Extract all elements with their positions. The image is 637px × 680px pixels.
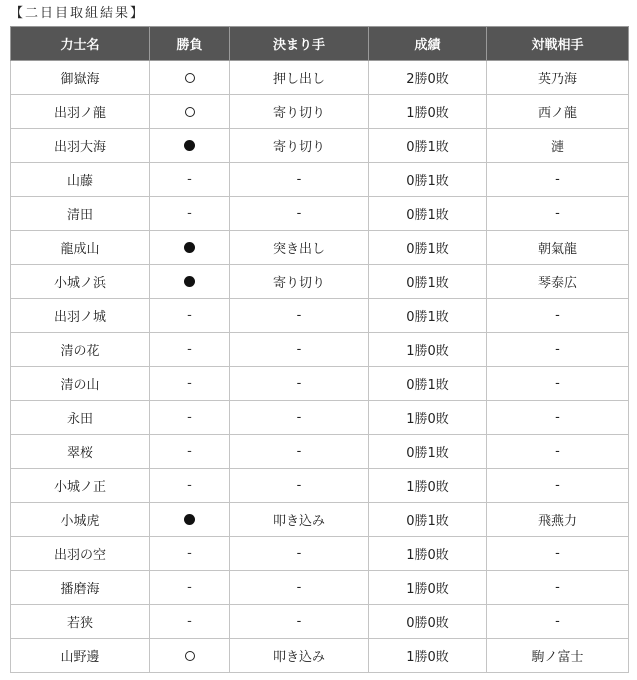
cell-record: 0勝1敗 — [369, 163, 487, 197]
cell-name: 清の花 — [11, 333, 150, 367]
cell-record: 1勝0敗 — [369, 571, 487, 605]
cell-kimarite: 寄り切り — [230, 95, 369, 129]
cell-name: 山藤 — [11, 163, 150, 197]
cell-record: 0勝1敗 — [369, 129, 487, 163]
table-row — [11, 571, 629, 605]
cell-opponent: 英乃海 — [487, 61, 629, 95]
cell-name: 小城ノ正 — [11, 469, 150, 503]
cell-opponent: - — [487, 571, 629, 605]
cell-result — [150, 605, 230, 639]
loss-mark-icon — [184, 242, 195, 253]
no-bout-dash: - — [187, 172, 192, 187]
cell-opponent: - — [487, 605, 629, 639]
bout-results-table — [10, 26, 629, 673]
cell-result — [150, 299, 230, 333]
cell-record: 0勝1敗 — [369, 503, 487, 537]
table-row — [11, 469, 629, 503]
table-row — [11, 95, 629, 129]
cell-result — [150, 469, 230, 503]
cell-kimarite: 寄り切り — [230, 265, 369, 299]
cell-kimarite: 突き出し — [230, 231, 369, 265]
column-header-record: 成績 — [369, 27, 487, 61]
cell-name: 御嶽海 — [11, 61, 150, 95]
table-row — [11, 435, 629, 469]
cell-name: 永田 — [11, 401, 150, 435]
no-bout-dash: - — [187, 614, 192, 629]
cell-result — [150, 571, 230, 605]
cell-record: 1勝0敗 — [369, 401, 487, 435]
table-row — [11, 401, 629, 435]
cell-record: 2勝0敗 — [369, 61, 487, 95]
cell-name: 出羽ノ龍 — [11, 95, 150, 129]
cell-record: 1勝0敗 — [369, 469, 487, 503]
win-mark-icon — [185, 651, 195, 661]
cell-name: 小城虎 — [11, 503, 150, 537]
cell-name: 出羽の空 — [11, 537, 150, 571]
cell-kimarite: - — [230, 333, 369, 367]
cell-name: 小城ノ浜 — [11, 265, 150, 299]
cell-record: 0勝1敗 — [369, 265, 487, 299]
no-bout-dash: - — [187, 546, 192, 561]
table-caption: 【二日目取組結果】 — [10, 6, 146, 21]
table-row — [11, 537, 629, 571]
cell-record: 0勝1敗 — [369, 435, 487, 469]
cell-result — [150, 401, 230, 435]
cell-opponent: 朝氣龍 — [487, 231, 629, 265]
cell-kimarite: 押し出し — [230, 61, 369, 95]
no-bout-dash: - — [187, 410, 192, 425]
win-mark-icon — [185, 73, 195, 83]
cell-record: 0勝0敗 — [369, 605, 487, 639]
column-header-name: 力士名 — [11, 27, 150, 61]
no-bout-dash: - — [187, 580, 192, 595]
loss-mark-icon — [184, 140, 195, 151]
cell-record: 1勝0敗 — [369, 537, 487, 571]
cell-record: 0勝1敗 — [369, 367, 487, 401]
cell-kimarite: - — [230, 401, 369, 435]
cell-result — [150, 503, 230, 537]
cell-kimarite: - — [230, 367, 369, 401]
cell-opponent: - — [487, 469, 629, 503]
cell-record: 0勝1敗 — [369, 197, 487, 231]
cell-result — [150, 197, 230, 231]
cell-result — [150, 333, 230, 367]
loss-mark-icon — [184, 276, 195, 287]
cell-kimarite: - — [230, 571, 369, 605]
cell-name: 出羽ノ城 — [11, 299, 150, 333]
cell-record: 0勝1敗 — [369, 299, 487, 333]
cell-opponent: 駒ノ富士 — [487, 639, 629, 673]
cell-kimarite: - — [230, 435, 369, 469]
cell-opponent: - — [487, 163, 629, 197]
cell-kimarite: - — [230, 163, 369, 197]
cell-name: 清の山 — [11, 367, 150, 401]
cell-name: 翠桜 — [11, 435, 150, 469]
column-header-kimarite: 決まり手 — [230, 27, 369, 61]
cell-record: 0勝1敗 — [369, 231, 487, 265]
cell-opponent: - — [487, 401, 629, 435]
table-row — [11, 61, 629, 95]
cell-record: 1勝0敗 — [369, 333, 487, 367]
cell-name: 龍成山 — [11, 231, 150, 265]
cell-result — [150, 231, 230, 265]
cell-kimarite: - — [230, 299, 369, 333]
cell-result — [150, 61, 230, 95]
table-row — [11, 503, 629, 537]
cell-opponent: 飛燕力 — [487, 503, 629, 537]
column-header-opponent: 対戦相手 — [487, 27, 629, 61]
cell-kimarite: - — [230, 197, 369, 231]
table-row — [11, 605, 629, 639]
cell-result — [150, 537, 230, 571]
cell-name: 山野邊 — [11, 639, 150, 673]
cell-name: 出羽大海 — [11, 129, 150, 163]
cell-result — [150, 95, 230, 129]
cell-opponent: - — [487, 435, 629, 469]
cell-opponent: - — [487, 367, 629, 401]
no-bout-dash: - — [187, 206, 192, 221]
table-row — [11, 129, 629, 163]
cell-name: 若狭 — [11, 605, 150, 639]
cell-kimarite: 叩き込み — [230, 639, 369, 673]
cell-name: 清田 — [11, 197, 150, 231]
cell-opponent: 西ノ龍 — [487, 95, 629, 129]
cell-opponent: - — [487, 197, 629, 231]
cell-kimarite: - — [230, 537, 369, 571]
cell-opponent: - — [487, 299, 629, 333]
cell-result — [150, 367, 230, 401]
cell-result — [150, 639, 230, 673]
results-body — [11, 61, 629, 673]
win-mark-icon — [185, 107, 195, 117]
cell-opponent: 琴泰広 — [487, 265, 629, 299]
table-row — [11, 231, 629, 265]
loss-mark-icon — [184, 514, 195, 525]
column-header-result: 勝負 — [150, 27, 230, 61]
cell-opponent: - — [487, 333, 629, 367]
cell-kimarite: 寄り切り — [230, 129, 369, 163]
no-bout-dash: - — [187, 376, 192, 391]
table-row — [11, 197, 629, 231]
table-row — [11, 163, 629, 197]
cell-kimarite: - — [230, 469, 369, 503]
no-bout-dash: - — [187, 308, 192, 323]
header-row — [11, 27, 629, 61]
cell-result — [150, 265, 230, 299]
cell-record: 1勝0敗 — [369, 95, 487, 129]
table-row — [11, 639, 629, 673]
cell-result — [150, 435, 230, 469]
cell-opponent: - — [487, 537, 629, 571]
table-row — [11, 367, 629, 401]
cell-result — [150, 129, 230, 163]
no-bout-dash: - — [187, 444, 192, 459]
table-row — [11, 299, 629, 333]
cell-record: 1勝0敗 — [369, 639, 487, 673]
cell-name: 播磨海 — [11, 571, 150, 605]
cell-kimarite: 叩き込み — [230, 503, 369, 537]
cell-result — [150, 163, 230, 197]
no-bout-dash: - — [187, 478, 192, 493]
table-row — [11, 333, 629, 367]
table-row — [11, 265, 629, 299]
no-bout-dash: - — [187, 342, 192, 357]
cell-kimarite: - — [230, 605, 369, 639]
cell-opponent: 漣 — [487, 129, 629, 163]
